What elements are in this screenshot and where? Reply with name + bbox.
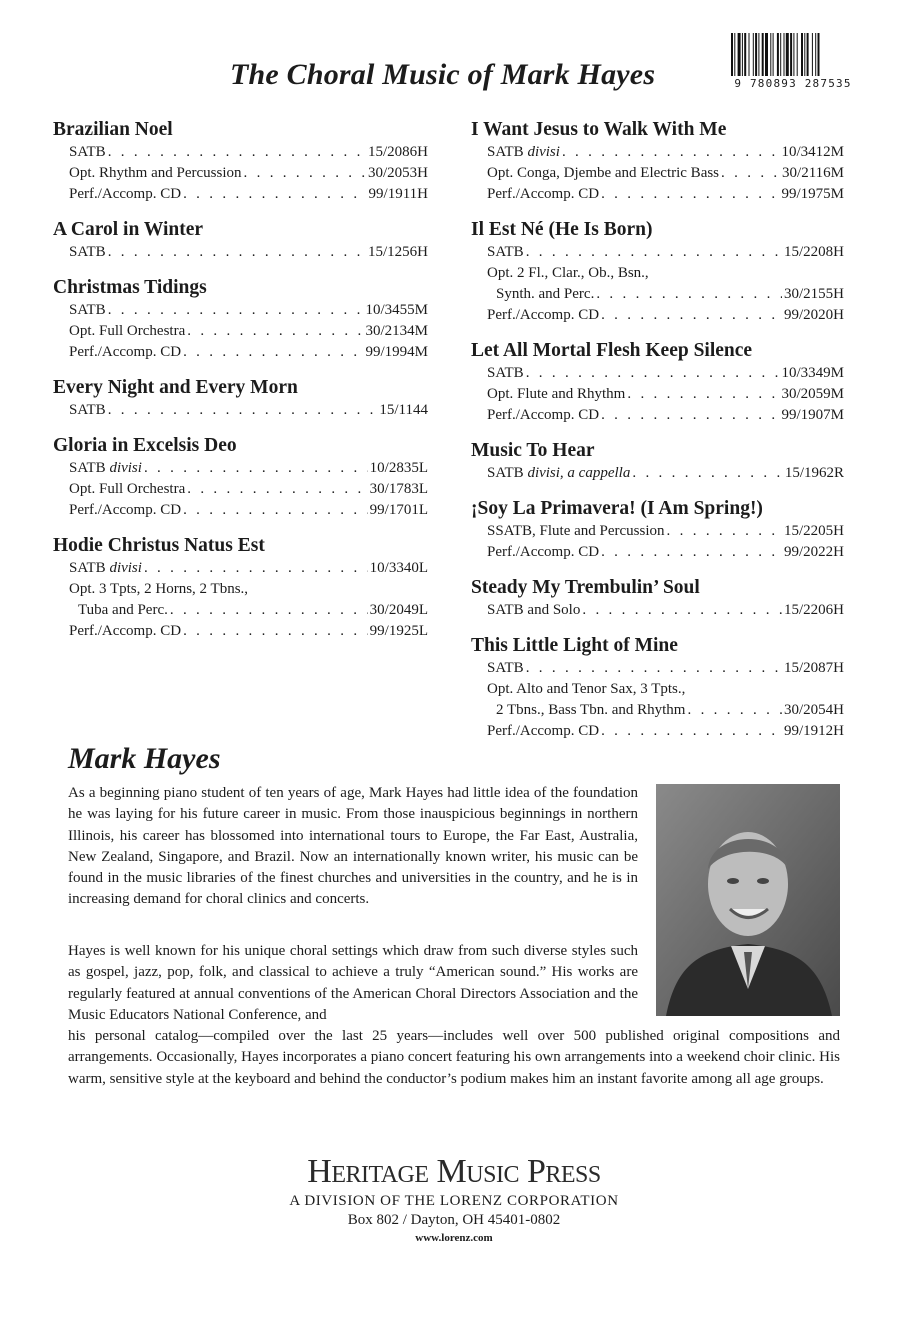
- catalog-entry: [471, 363, 844, 384]
- catalog-number: 15/2087H: [784, 660, 844, 676]
- catalog-piece: [471, 339, 844, 426]
- entry-voicing: SATB divisi: [487, 144, 560, 160]
- entry-voicing: Opt. Alto and Tenor Sax, 3 Tpts.,: [487, 681, 686, 697]
- publisher-address: Box 802 / Dayton, OH 45401-0802: [347, 1212, 561, 1228]
- catalog-number: 99/1994M: [365, 344, 428, 360]
- barcode-digits: 9 780893 287535: [729, 76, 857, 92]
- entry-voicing: SATB: [69, 144, 106, 160]
- catalog-column-left: [53, 118, 428, 655]
- entry-voicing: Perf./Accomp. CD: [487, 407, 600, 423]
- catalog-piece: [471, 576, 844, 621]
- catalog-entry: [53, 621, 428, 642]
- entry-voicing: SATB: [487, 244, 524, 260]
- catalog-number: 10/3412M: [781, 144, 844, 160]
- entry-voicing: Opt. Rhythm and Percussion: [69, 165, 242, 181]
- catalog-number: 10/3349M: [781, 365, 844, 381]
- piece-title: Every Night and Every Morn: [53, 377, 298, 398]
- catalog-number: 30/2116M: [782, 165, 844, 181]
- entry-voicing-note: divisi: [527, 144, 560, 160]
- piece-title: ¡Soy La Primavera! (I Am Spring!): [471, 498, 763, 519]
- catalog-number: 10/2835L: [369, 460, 428, 476]
- catalog-number: 99/1701L: [369, 502, 428, 518]
- catalog-entry: [53, 163, 428, 184]
- catalog-number: 15/1144: [379, 402, 428, 418]
- entry-voicing: Opt. Full Orchestra: [69, 323, 186, 339]
- catalog-piece: [53, 118, 428, 205]
- catalog-number: 30/1783L: [369, 481, 428, 497]
- piece-title: A Carol in Winter: [53, 219, 204, 240]
- bio-paragraph-1: As a beginning piano student of ten years of age, Mark Hayes had little idea of the foundation he was laying for his future career in music. From those inauspicious beginnings in northern Illinois, his career has blossomed into international tours to Europe, the Far East, Australia, New Zealand, Singapore, and Brazil. Now an internationally known writer, his music can be found in the music libraries of the finest churches and universities in the country, and he is in increasing demand for choral clinics and concerts.: [68, 785, 638, 908]
- entry-voicing: Perf./Accomp. CD: [487, 723, 600, 739]
- catalog-entry: [471, 463, 844, 484]
- catalog-piece: [53, 376, 428, 421]
- composer-photo: [656, 784, 840, 1016]
- piece-title: This Little Light of Mine: [471, 635, 678, 656]
- piece-title: Christmas Tidings: [53, 277, 207, 298]
- entry-voicing: Opt. Conga, Djembe and Electric Bass: [487, 165, 720, 181]
- catalog-number: 99/1907M: [781, 407, 844, 423]
- entry-voicing: Perf./Accomp. CD: [69, 186, 182, 202]
- catalog-entry: [53, 321, 428, 342]
- piece-title: I Want Jesus to Walk With Me: [471, 119, 727, 140]
- entry-voicing: SATB and Solo: [487, 602, 581, 618]
- catalog-entry: [471, 405, 844, 426]
- piece-title: Il Est Né (He Is Born): [471, 219, 653, 240]
- catalog-number: 10/3455M: [365, 302, 428, 318]
- catalog-number: 99/1911H: [368, 186, 428, 202]
- catalog-entry: [53, 579, 428, 621]
- catalog-piece: [53, 276, 428, 363]
- catalog-piece: [471, 218, 844, 326]
- catalog-piece: [53, 434, 428, 521]
- entry-voicing: Perf./Accomp. CD: [69, 502, 182, 518]
- entry-voicing: Perf./Accomp. CD: [487, 186, 600, 202]
- catalog-number: 10/3340L: [369, 560, 428, 576]
- entry-voicing-continued: Tuba and Perc.: [78, 602, 168, 618]
- catalog-entry: [53, 458, 428, 479]
- piece-title: Music To Hear: [471, 440, 595, 461]
- catalog-piece: [53, 534, 428, 642]
- catalog-piece: [471, 497, 844, 563]
- catalog-entry: [53, 479, 428, 500]
- entry-voicing-note: divisi: [109, 560, 142, 576]
- entry-voicing-note: divisi, a cappella: [527, 465, 631, 481]
- entry-voicing: SSATB, Flute and Percussion: [487, 523, 665, 539]
- catalog-entry: [471, 163, 844, 184]
- publisher-division: A DIVISION OF THE LORENZ CORPORATION: [289, 1193, 619, 1209]
- entry-voicing: Perf./Accomp. CD: [69, 344, 182, 360]
- piece-title: Let All Mortal Flesh Keep Silence: [471, 340, 753, 361]
- catalog-entry: [471, 242, 844, 263]
- entry-voicing: SATB: [69, 244, 106, 260]
- catalog-entry: [53, 184, 428, 205]
- catalog-number: 15/2208H: [784, 244, 844, 260]
- catalog-entry: [471, 658, 844, 679]
- entry-voicing: SATB: [487, 365, 524, 381]
- entry-voicing-note: divisi: [109, 460, 142, 476]
- entry-voicing: Opt. Full Orchestra: [69, 481, 186, 497]
- catalog-entry: [471, 184, 844, 205]
- catalog-entry: [53, 242, 428, 263]
- publisher-block: [0, 1152, 900, 1247]
- entry-voicing: Opt. Flute and Rhythm: [487, 386, 626, 402]
- piece-title: Hodie Christus Natus Est: [53, 535, 265, 556]
- piece-title: Brazilian Noel: [53, 119, 173, 140]
- catalog-piece: [471, 634, 844, 742]
- entry-voicing: SATB divisi: [69, 460, 142, 476]
- catalog-entry: [53, 300, 428, 321]
- barcode-bars: [729, 33, 857, 77]
- catalog-number: 99/2022H: [784, 544, 844, 560]
- entry-voicing: SATB: [487, 660, 524, 676]
- catalog-number: 15/2086H: [368, 144, 428, 160]
- piece-title: Gloria in Excelsis Deo: [53, 435, 237, 456]
- catalog-column-right: [471, 118, 844, 755]
- catalog-number: 15/2206H: [784, 602, 844, 618]
- catalog-entry: [471, 384, 844, 405]
- catalog-number: 99/1912H: [784, 723, 844, 739]
- catalog-piece: [471, 439, 844, 484]
- catalog-entry: [471, 142, 844, 163]
- catalog-entry: [471, 263, 844, 305]
- catalog-number: 15/1256H: [368, 244, 428, 260]
- catalog-number: 30/2134M: [365, 323, 428, 339]
- entry-voicing: Opt. 2 Fl., Clar., Ob., Bsn.,: [487, 265, 649, 281]
- catalog-number: 30/2053H: [368, 165, 428, 181]
- catalog-number: 99/2020H: [784, 307, 844, 323]
- bio-heading: Mark Hayes: [68, 742, 221, 775]
- entry-voicing: Opt. 3 Tpts, 2 Horns, 2 Tbns.,: [69, 581, 249, 597]
- bio-paragraph-2-continued: his personal catalog—compiled over the last 25 years—includes well over 500 published original compositions and arrangements. Occasionally, Hayes incorporates a piano concert featuring his own arrangements into a weekend choir clinic. His warm, sensitive style at the keyboard and behind the conductor’s podium makes him an instant favorite among all age groups.: [68, 1028, 840, 1087]
- piece-title: Steady My Trembulin’ Soul: [471, 577, 700, 598]
- entry-voicing: SATB divisi: [69, 560, 142, 576]
- catalog-entry: [53, 342, 428, 363]
- catalog-entry: [471, 542, 844, 563]
- catalog-entry: [471, 600, 844, 621]
- catalog-number: 15/1962R: [784, 465, 844, 481]
- catalog-entry: [53, 500, 428, 521]
- publisher-url: www.lorenz.com: [415, 1232, 493, 1244]
- catalog-number: 30/2059M: [781, 386, 844, 402]
- catalog-entry: [53, 400, 428, 421]
- publisher-name: Heritage Music Press: [307, 1153, 601, 1190]
- bio-paragraph-2: Hayes is well known for his unique choral settings which draw from such diverse styles such as gospel, jazz, pop, folk, and classical to achieve a truly “American sound.” His works are regularly featured at annual conventions of the American Choral Directors Association and the Music Educators National Conference, and: [68, 943, 638, 1023]
- catalog-entry: [471, 679, 844, 721]
- catalog-piece: [471, 118, 844, 205]
- catalog-piece: [53, 218, 428, 263]
- entry-voicing: Perf./Accomp. CD: [69, 623, 182, 639]
- catalog-number: 30/2054H: [784, 702, 844, 718]
- catalog-number: 30/2049L: [369, 602, 428, 618]
- catalog-entry: [471, 721, 844, 742]
- catalog-number: 99/1975M: [781, 186, 844, 202]
- entry-voicing: SATB divisi, a cappella: [487, 465, 631, 481]
- entry-voicing-continued: 2 Tbns., Bass Tbn. and Rhythm: [496, 702, 686, 718]
- entry-voicing: SATB: [69, 302, 106, 318]
- catalog-number: 99/1925L: [369, 623, 428, 639]
- entry-voicing: Perf./Accomp. CD: [487, 307, 600, 323]
- entry-voicing: Perf./Accomp. CD: [487, 544, 600, 560]
- catalog-entry: [53, 558, 428, 579]
- page-title: The Choral Music of Mark Hayes: [230, 58, 656, 91]
- catalog-entry: [53, 142, 428, 163]
- catalog-number: 15/2205H: [784, 523, 844, 539]
- catalog-entry: [471, 305, 844, 326]
- entry-voicing-continued: Synth. and Perc.: [496, 286, 595, 302]
- catalog-entry: [471, 521, 844, 542]
- entry-voicing: SATB: [69, 402, 106, 418]
- catalog-number: 30/2155H: [784, 286, 844, 302]
